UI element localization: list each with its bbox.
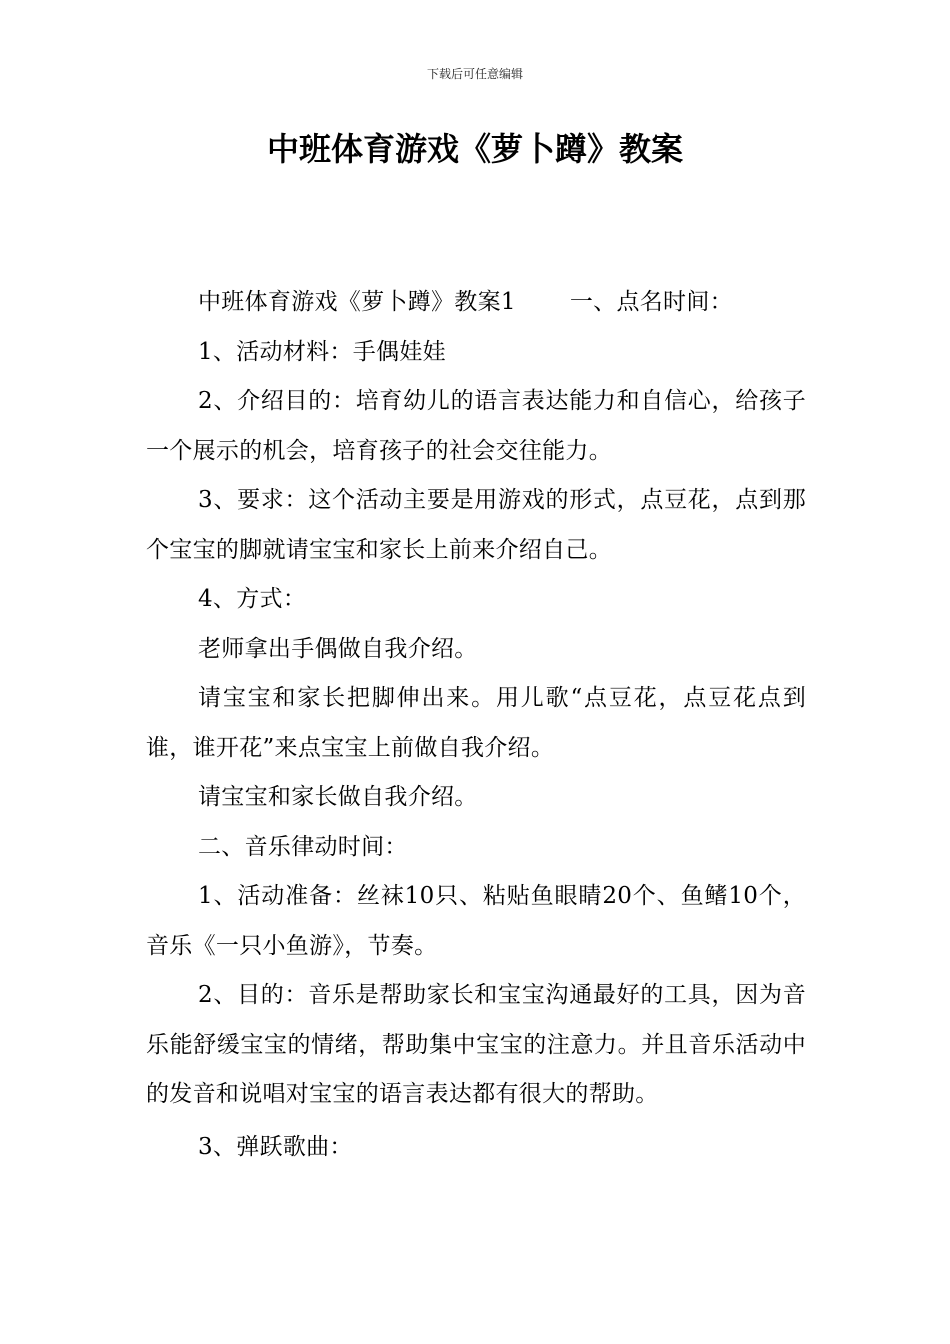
- paragraph: [146, 278, 806, 328]
- paragraph: 请宝宝和家长做自我介绍。: [198, 784, 478, 810]
- paragraph: 1、活动材料：手偶娃娃: [198, 338, 446, 365]
- paragraph: 3、弹跃歌曲：: [198, 1133, 353, 1160]
- paragraph: 请宝宝和家长把脚伸出来。用儿歌“点豆花，点豆花点到谁，谁开花”来点宝宝上前做自我介绍。: [146, 685, 806, 761]
- paragraph: 2、介绍目的：培育幼儿的语言表达能力和自信心，给孩子一个展示的机会，培育孩子的社会交往能力。: [146, 388, 806, 464]
- section-heading: 二、音乐律动时间：: [198, 833, 408, 860]
- document-body: [146, 278, 806, 1172]
- paragraph: 1、活动准备：丝袜10只、粘贴鱼眼睛20个、鱼鳍10个，音乐《一只小鱼游》，节奏。: [146, 883, 806, 959]
- paragraph: 3、要求：这个活动主要是用游戏的形式，点豆花，点到那个宝宝的脚就请宝宝和家长上前来介绍自己。: [146, 487, 806, 563]
- document-title: 中班体育游戏《萝卜蹲》教案: [266, 130, 683, 168]
- paragraph: 2、目的：音乐是帮助家长和宝宝沟通最好的工具，因为音乐能舒缓宝宝的情绪，帮助集中宝宝的注意力。并且音乐活动中的发音和说唱对宝宝的语言表达都有很大的帮助。: [146, 982, 806, 1107]
- paragraph-text: 中班体育游戏《萝卜蹲》教案1: [198, 289, 516, 315]
- header-note: 下载后可任意编辑: [426, 67, 523, 81]
- paragraph: 老师拿出手偶做自我介绍。: [198, 635, 478, 662]
- paragraph: 4、方式：: [198, 586, 307, 612]
- section-heading: 一、点名时间：: [569, 289, 733, 315]
